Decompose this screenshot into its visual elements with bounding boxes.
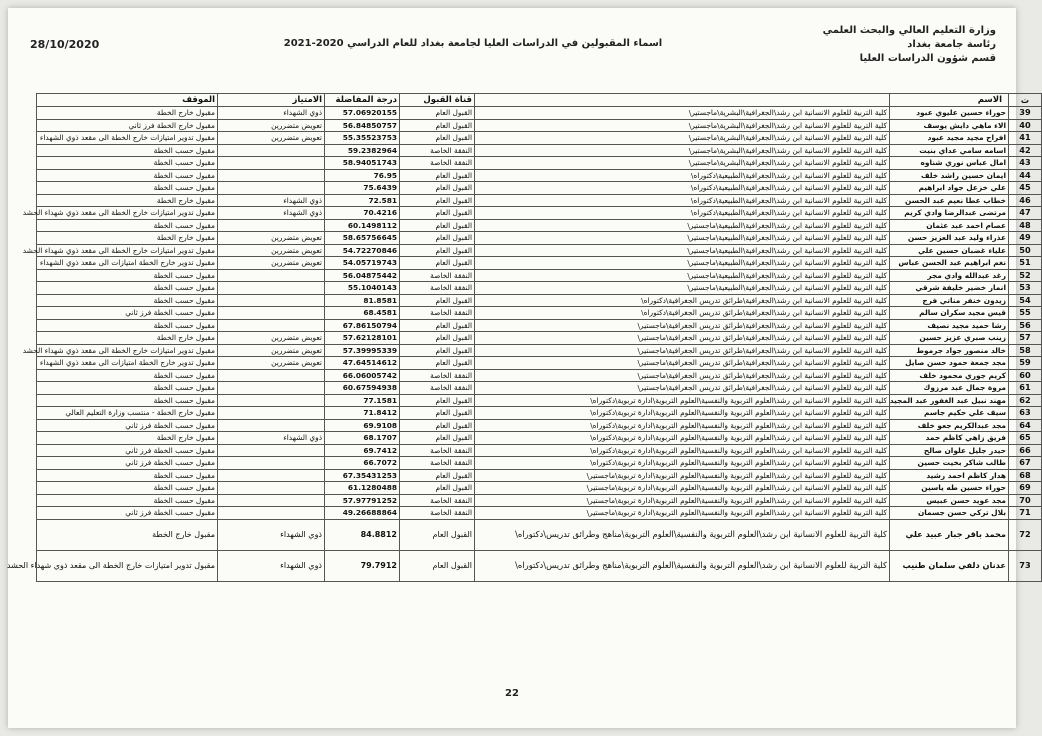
privilege-cell (218, 294, 325, 307)
table-row (37, 419, 1042, 432)
document-date: 28/10/2020 (30, 38, 100, 51)
admission-channel-cell: النفقة الخاصة (400, 507, 475, 520)
header-name: الاسم (890, 94, 1009, 107)
admission-status-cell: مقبول تدوير امتيازات خارج الخطة الى مقعد ذوي شهداء الحشد (37, 244, 218, 257)
row-number-cell: 45 (1009, 182, 1042, 195)
header-department (475, 94, 890, 107)
table-row (37, 194, 1042, 207)
department-path-cell: كلية التربية للعلوم الانسانية ابن رشد\الجغرافية\الطبيعية\ماجستير\ (475, 269, 890, 282)
row-number-cell: 73 (1009, 550, 1042, 581)
department-path-cell: كلية التربية للعلوم الانسانية ابن رشد\الجغرافية\طرائق تدريس الجغرافية\ماجستير\ (475, 369, 890, 382)
preference-score-cell: 71.8412 (325, 407, 400, 420)
admission-status-cell: مقبول حسب الخطة فرز ثاني (37, 419, 218, 432)
admission-status-cell: مقبول خارج الخطة (37, 332, 218, 345)
admission-channel-cell: القبول العام (400, 407, 475, 420)
page-number: 22 (505, 688, 519, 699)
table-row (37, 169, 1042, 182)
student-name-cell: طالب شاكر بخيت حسين (890, 457, 1009, 470)
row-number-cell: 57 (1009, 332, 1042, 345)
table-row (37, 182, 1042, 195)
admission-channel-cell: القبول العام (400, 194, 475, 207)
admission-status-cell: مقبول تدوير امتيازات خارج الخطة الى مقعد ذوي شهداء الحشد (37, 550, 218, 581)
preference-score-cell: 57.97791252 (325, 494, 400, 507)
department-path-cell: كلية التربية للعلوم الانسانية ابن رشد\الجغرافية\الطبيعية\دكتوراه\ (475, 169, 890, 182)
preference-score-cell: 67.35431253 (325, 469, 400, 482)
row-number-cell: 66 (1009, 444, 1042, 457)
preference-score-cell: 55.1040143 (325, 282, 400, 295)
preference-score-cell: 58.94051743 (325, 157, 400, 170)
document-title: اسماء المقبولين في الدراسات العليا لجامعة بغداد للعام الدراسي 2020-2021 (283, 38, 663, 49)
admission-channel-cell: القبول العام (400, 294, 475, 307)
row-number-cell: 70 (1009, 494, 1042, 507)
department-path-cell: كلية التربية للعلوم الانسانية ابن رشد\الجغرافية\الطبيعية\ماجستير\ (475, 257, 890, 270)
admission-channel-cell: القبول العام (400, 119, 475, 132)
privilege-cell (218, 182, 325, 195)
student-name-cell: سيف علي حكيم جاسم (890, 407, 1009, 420)
preference-score-cell: 54.05719743 (325, 257, 400, 270)
preference-score-cell: 66.7072 (325, 457, 400, 470)
department-path-cell: كلية التربية للعلوم الانسانية ابن رشد\الجغرافية\الطبيعية\دكتوراه\ (475, 182, 890, 195)
department-path-cell: كلية التربية للعلوم الانسانية ابن رشد\العلوم التربوية والنفسية\العلوم التربوية\ادارة تربوية\ماجستير\ (475, 507, 890, 520)
admission-channel-cell: القبول العام (400, 207, 475, 220)
preference-score-cell: 75.6439 (325, 182, 400, 195)
preference-score-cell: 84.8812 (325, 519, 400, 550)
department-path-cell: كلية التربية للعلوم الانسانية ابن رشد\الجغرافية\طرائق تدريس الجغرافية\ماجستير\ (475, 382, 890, 395)
student-name-cell: انمار خضير خليفة شرقي (890, 282, 1009, 295)
department-path-cell: كلية التربية للعلوم الانسانية ابن رشد\الجغرافية\الطبيعية\دكتوراه\ (475, 194, 890, 207)
student-name-cell: ايمان حسين راشد خلف (890, 169, 1009, 182)
preference-score-cell: 58.65756645 (325, 232, 400, 245)
privilege-cell: ذوي الشهداء (218, 194, 325, 207)
preference-score-cell: 69.9108 (325, 419, 400, 432)
document-page (6, 8, 1031, 728)
preference-score-cell: 56.84850757 (325, 119, 400, 132)
table-row (37, 407, 1042, 420)
row-number-cell: 42 (1009, 144, 1042, 157)
row-number-cell: 56 (1009, 319, 1042, 332)
admission-status-cell: مقبول خارج الخطة (37, 519, 218, 550)
row-number-cell: 62 (1009, 394, 1042, 407)
preference-score-cell: 57.06920155 (325, 107, 400, 120)
department-path-cell: كلية التربية للعلوم الانسانية ابن رشد\العلوم التربوية والنفسية\العلوم التربوية\ادارة تربوية\دكتوراه\ (475, 457, 890, 470)
admission-channel-cell: النفقة الخاصة (400, 157, 475, 170)
row-number-cell: 54 (1009, 294, 1042, 307)
admission-channel-cell: القبول العام (400, 107, 475, 120)
student-name-cell: عصام احمد عبد عثمان (890, 219, 1009, 232)
student-name-cell: زيدون خنفر مناتي فرج (890, 294, 1009, 307)
row-number-cell: 43 (1009, 157, 1042, 170)
table-row (37, 257, 1042, 270)
table-row (37, 332, 1042, 345)
table-body (6, 107, 1042, 582)
presidency-name: رئاسة جامعة بغداد (907, 39, 996, 50)
department-path-cell: كلية التربية للعلوم الانسانية ابن رشد\العلوم التربوية والنفسية\العلوم التربوية\ادارة تربوية\ماجستير\ (475, 494, 890, 507)
admission-status-cell: مقبول حسب الخطة (37, 157, 218, 170)
admission-channel-cell: النفقة الخاصة (400, 282, 475, 295)
preference-score-cell: 77.1581 (325, 394, 400, 407)
admission-status-cell: مقبول حسب الخطة (37, 469, 218, 482)
admission-status-cell: مقبول حسب الخطة (37, 382, 218, 395)
table-row (37, 307, 1042, 320)
privilege-cell (218, 469, 325, 482)
preference-score-cell: 81.8581 (325, 294, 400, 307)
admission-channel-cell: القبول العام (400, 482, 475, 495)
privilege-cell (218, 169, 325, 182)
admission-status-cell: مقبول حسب الخطة فرز ثاني (37, 444, 218, 457)
ministry-name: وزارة التعليم العالي والبحث العلمي (822, 25, 996, 36)
preference-score-cell: 79.7912 (325, 550, 400, 581)
admission-status-cell: مقبول حسب الخطة (37, 482, 218, 495)
table-row (37, 269, 1042, 282)
admission-status-cell: مقبول حسب الخطة (37, 319, 218, 332)
department-path-cell: كلية التربية للعلوم الانسانية ابن رشد\الجغرافية\الطبيعية\ماجستير\ (475, 232, 890, 245)
admission-channel-cell: القبول العام (400, 182, 475, 195)
table-row (37, 519, 1042, 550)
row-number-cell: 65 (1009, 432, 1042, 445)
table-row (37, 294, 1042, 307)
admission-status-cell: مقبول تدوير امتيازات خارج الخطة الى مقعد ذوي الشهداء (37, 132, 218, 145)
preference-score-cell: 70.4216 (325, 207, 400, 220)
table-row (37, 144, 1042, 157)
privilege-cell: تعويض متضررين (218, 232, 325, 245)
privilege-cell (218, 444, 325, 457)
row-number-cell: 44 (1009, 169, 1042, 182)
row-number-cell: 51 (1009, 257, 1042, 270)
row-number-cell: 53 (1009, 282, 1042, 295)
privilege-cell: ذوي الشهداء (218, 107, 325, 120)
admission-channel-cell: النفقة الخاصة (400, 307, 475, 320)
admission-status-cell: مقبول خارج الخطة (37, 232, 218, 245)
department-path-cell: كلية التربية للعلوم الانسانية ابن رشد\الجغرافية\البشرية\ماجستير\ (475, 132, 890, 145)
preference-score-cell: 47.64514612 (325, 357, 400, 370)
table-row (37, 550, 1042, 581)
department-path-cell: كلية التربية للعلوم الانسانية ابن رشد\العلوم التربوية والنفسية\العلوم التربوية\ادارة تربوية\ماجستير\ (475, 469, 890, 482)
preference-score-cell: 60.67594938 (325, 382, 400, 395)
department-path-cell: كلية التربية للعلوم الانسانية ابن رشد\الجغرافية\البشرية\ماجستير\ (475, 107, 890, 120)
admission-channel-cell: النفقة الخاصة (400, 382, 475, 395)
admission-channel-cell: القبول العام (400, 432, 475, 445)
table-row (37, 432, 1042, 445)
student-name-cell: خطاب عطا نعيم عبد الحسن (890, 194, 1009, 207)
department-path-cell: كلية التربية للعلوم الانسانية ابن رشد\العلوم التربوية والنفسية\العلوم التربوية\ادارة تربوية\ماجستير\ (475, 482, 890, 495)
row-number-cell: 49 (1009, 232, 1042, 245)
department-path-cell: كلية التربية للعلوم الانسانية ابن رشد\العلوم التربوية والنفسية\العلوم التربوية\ادارة تربوية\دكتوراه\ (475, 419, 890, 432)
student-name-cell: كريم جوري محمود خلف (890, 369, 1009, 382)
admission-status-cell: مقبول حسب الخطة (37, 169, 218, 182)
student-name-cell: علياء غضبان حسين علي (890, 244, 1009, 257)
privilege-cell (218, 494, 325, 507)
privilege-cell (218, 407, 325, 420)
table-row (37, 382, 1042, 395)
department-path-cell: كلية التربية للعلوم الانسانية ابن رشد\الجغرافية\طرائق تدريس الجغرافية\ماجستير\ (475, 332, 890, 345)
admission-status-cell: مقبول خارج الخطة (37, 194, 218, 207)
admission-status-cell: مقبول حسب الخطة (37, 144, 218, 157)
admission-channel-cell: القبول العام (400, 232, 475, 245)
admission-channel-cell: القبول العام (400, 169, 475, 182)
row-number-cell: 50 (1009, 244, 1042, 257)
admission-status-cell: مقبول حسب الخطة (37, 494, 218, 507)
table-row (37, 357, 1042, 370)
student-name-cell: نغم ابراهيم عبد الحسن عباس (890, 257, 1009, 270)
admission-status-cell: مقبول حسب الخطة فرز ثاني (37, 507, 218, 520)
preference-score-cell: 49.26688864 (325, 507, 400, 520)
row-number-cell: 71 (1009, 507, 1042, 520)
department-path-cell: كلية التربية للعلوم الانسانية ابن رشد\الجغرافية\طرائق تدريس الجغرافية\دكتوراه\ (475, 294, 890, 307)
header-position: الموقف (37, 94, 218, 107)
admission-channel-cell: القبول العام (400, 550, 475, 581)
department-path-cell: كلية التربية للعلوم الانسانية ابن رشد\الجغرافية\البشرية\ماجستير\ (475, 144, 890, 157)
department-path-cell: كلية التربية للعلوم الانسانية ابن رشد\الجغرافية\الطبيعية\ماجستير\ (475, 282, 890, 295)
privilege-cell (218, 282, 325, 295)
row-number-cell: 60 (1009, 369, 1042, 382)
department-path-cell: كلية التربية للعلوم الانسانية ابن رشد\الجغرافية\طرائق تدريس الجغرافية\دكتوراه\ (475, 307, 890, 320)
table-row (37, 482, 1042, 495)
admission-status-cell: مقبول حسب الخطة (37, 282, 218, 295)
privilege-cell (218, 507, 325, 520)
student-name-cell: مجد عبدالكريم جعو خلف (890, 419, 1009, 432)
header-score: درجة المفاضلة (325, 94, 400, 107)
department-name: قسم شؤون الدراسات العليا (859, 53, 996, 64)
privilege-cell: ذوي الشهداء (218, 519, 325, 550)
admission-status-cell: مقبول خارج الخطة فرز ثاني (37, 119, 218, 132)
admission-status-cell: مقبول خارج الخطة (37, 432, 218, 445)
table-row (37, 282, 1042, 295)
admission-status-cell: مقبول حسب الخطة (37, 394, 218, 407)
table-row (37, 469, 1042, 482)
admission-status-cell: مقبول خارج الخطة - منتسب وزارة التعليم العالي (37, 407, 218, 420)
privilege-cell (218, 382, 325, 395)
preference-score-cell: 61.1280488 (325, 482, 400, 495)
admission-channel-cell: القبول العام (400, 344, 475, 357)
admission-channel-cell: النفقة الخاصة (400, 144, 475, 157)
department-path-cell: كلية التربية للعلوم الانسانية ابن رشد\الجغرافية\طرائق تدريس الجغرافية\ماجستير\ (475, 319, 890, 332)
table-header-row (37, 94, 1042, 107)
row-number-cell: 64 (1009, 419, 1042, 432)
student-name-cell: فريق زاهي كاظم حمد (890, 432, 1009, 445)
preference-score-cell: 72.581 (325, 194, 400, 207)
admission-channel-cell: القبول العام (400, 519, 475, 550)
row-number-cell: 48 (1009, 219, 1042, 232)
table-row (37, 394, 1042, 407)
privilege-cell (218, 144, 325, 157)
privilege-cell (218, 319, 325, 332)
preference-score-cell: 60.1498112 (325, 219, 400, 232)
student-name-cell: اسامه سامي عداي بنيت (890, 144, 1009, 157)
issuer-block (796, 24, 996, 66)
admission-channel-cell: النفقة الخاصة (400, 269, 475, 282)
table-row (37, 494, 1042, 507)
privilege-cell: تعويض متضررين (218, 257, 325, 270)
student-name-cell: الاء ماهي دايش يوسف (890, 119, 1009, 132)
privilege-cell: تعويض متضررين (218, 244, 325, 257)
admission-status-cell: مقبول حسب الخطة (37, 269, 218, 282)
privilege-cell: تعويض متضررين (218, 357, 325, 370)
admission-status-cell: مقبول حسب الخطة (37, 294, 218, 307)
admission-channel-cell: القبول العام (400, 219, 475, 232)
admission-channel-cell: النفقة الخاصة (400, 494, 475, 507)
preference-score-cell: 68.1707 (325, 432, 400, 445)
table-row (37, 207, 1042, 220)
table-row (37, 507, 1042, 520)
student-name-cell: امال عباس نوري شناوه (890, 157, 1009, 170)
row-number-cell: 52 (1009, 269, 1042, 282)
student-name-cell: بلال تركي حسن جسمان (890, 507, 1009, 520)
privilege-cell (218, 269, 325, 282)
row-number-cell: 59 (1009, 357, 1042, 370)
row-number-cell: 55 (1009, 307, 1042, 320)
admission-status-cell: مقبول تدوير امتيازات خارج الخطة الى مقعد ذوي شهداء الحشد (37, 344, 218, 357)
admission-status-cell: مقبول حسب الخطة فرز ثاني (37, 307, 218, 320)
department-path-cell: كلية التربية للعلوم الانسانية ابن رشد\العلوم التربوية والنفسية\العلوم التربوية\ادارة تربوية\دكتوراه\ (475, 432, 890, 445)
department-path-cell: كلية التربية للعلوم الانسانية ابن رشد\العلوم التربوية والنفسية\العلوم التربوية\ادارة تربوية\دكتوراه\ (475, 394, 890, 407)
table-row (37, 244, 1042, 257)
table-row (37, 319, 1042, 332)
table-row (37, 132, 1042, 145)
privilege-cell: ذوي الشهداء (218, 432, 325, 445)
student-name-cell: رشا حميد مجيد نصيف (890, 319, 1009, 332)
admission-channel-cell: القبول العام (400, 132, 475, 145)
admission-channel-cell: القبول العام (400, 257, 475, 270)
preference-score-cell: 69.7412 (325, 444, 400, 457)
table-row (37, 107, 1042, 120)
admission-channel-cell: القبول العام (400, 419, 475, 432)
row-number-cell: 63 (1009, 407, 1042, 420)
admission-channel-cell: النفقة الخاصة (400, 369, 475, 382)
student-name-cell: علي خزعل جواد ابراهيم (890, 182, 1009, 195)
header-channel: قناة القبول (400, 94, 475, 107)
table-row (37, 457, 1042, 470)
privilege-cell (218, 157, 325, 170)
table-row (37, 369, 1042, 382)
student-name-cell: زينب صبري عزيز حسين (890, 332, 1009, 345)
header-privilege: الامتياز (218, 94, 325, 107)
row-number-cell: 47 (1009, 207, 1042, 220)
student-name-cell: حوراء حسين طه ياسين (890, 482, 1009, 495)
student-name-cell: عدنان دلفي سلمان طنيب (890, 550, 1009, 581)
table-row (37, 444, 1042, 457)
admission-channel-cell: النفقة الخاصة (400, 457, 475, 470)
student-name-cell: افراح مجيد مجيد عبود (890, 132, 1009, 145)
row-number-cell: 61 (1009, 382, 1042, 395)
table-row (37, 157, 1042, 170)
department-path-cell: كلية التربية للعلوم الانسانية ابن رشد\العلوم التربوية والنفسية\العلوم التربوية\مناهج وطرائق تدريس\دكتوراه\ (475, 550, 890, 581)
student-name-cell: مجد عويد حسن عبيس (890, 494, 1009, 507)
preference-score-cell: 55.35523753 (325, 132, 400, 145)
row-number-cell: 41 (1009, 132, 1042, 145)
header-number: ت (1009, 94, 1042, 107)
row-number-cell: 40 (1009, 119, 1042, 132)
admission-channel-cell: القبول العام (400, 332, 475, 345)
table-row (37, 119, 1042, 132)
admission-channel-cell: النفقة الخاصة (400, 444, 475, 457)
admission-channel-cell: القبول العام (400, 319, 475, 332)
privilege-cell (218, 307, 325, 320)
row-number-cell: 58 (1009, 344, 1042, 357)
student-name-cell: مهند نبيل عبد الغفور عبد المجيد (890, 394, 1009, 407)
preference-score-cell: 57.62128101 (325, 332, 400, 345)
preference-score-cell: 67.86150794 (325, 319, 400, 332)
preference-score-cell: 59.2382964 (325, 144, 400, 157)
student-name-cell: رغد عبدالله وادي مجر (890, 269, 1009, 282)
privilege-cell: ذوي الشهداء (218, 207, 325, 220)
department-path-cell: كلية التربية للعلوم الانسانية ابن رشد\الجغرافية\طرائق تدريس الجغرافية\ماجستير\ (475, 357, 890, 370)
student-name-cell: حوراء حسين عليوي عبود (890, 107, 1009, 120)
row-number-cell: 39 (1009, 107, 1042, 120)
admission-status-cell: مقبول تدوير امتيازات خارج الخطة الى مقعد ذوي شهداء الحشد (37, 207, 218, 220)
admission-channel-cell: القبول العام (400, 469, 475, 482)
privilege-cell (218, 457, 325, 470)
admission-status-cell: مقبول تدوير خارج الخطة امتيازات الى مقعد ذوي الشهداء (37, 357, 218, 370)
department-path-cell: كلية التربية للعلوم الانسانية ابن رشد\الجغرافية\طرائق تدريس الجغرافية\ماجستير\ (475, 344, 890, 357)
department-path-cell: كلية التربية للعلوم الانسانية ابن رشد\الجغرافية\البشرية\ماجستير\ (475, 157, 890, 170)
row-number-cell: 69 (1009, 482, 1042, 495)
row-number-cell: 67 (1009, 457, 1042, 470)
privilege-cell: تعويض متضررين (218, 132, 325, 145)
admissions-table (6, 93, 1042, 582)
privilege-cell (218, 482, 325, 495)
privilege-cell: تعويض متضررين (218, 332, 325, 345)
student-name-cell: هدار كاظم احمد رشيد (890, 469, 1009, 482)
admission-status-cell: مقبول حسب الخطة فرز ثاني (37, 457, 218, 470)
department-path-cell: كلية التربية للعلوم الانسانية ابن رشد\الجغرافية\الطبيعية\ماجستير\ (475, 244, 890, 257)
privilege-cell (218, 394, 325, 407)
preference-score-cell: 68.4581 (325, 307, 400, 320)
department-path-cell: كلية التربية للعلوم الانسانية ابن رشد\العلوم التربوية والنفسية\العلوم التربوية\ادارة تربوية\دكتوراه\ (475, 444, 890, 457)
privilege-cell (218, 419, 325, 432)
department-path-cell: كلية التربية للعلوم الانسانية ابن رشد\الجغرافية\الطبيعية\دكتوراه\ (475, 207, 890, 220)
student-name-cell: عذراء وليد عبد العزيز حسن (890, 232, 1009, 245)
admission-channel-cell: القبول العام (400, 394, 475, 407)
table-row (37, 344, 1042, 357)
student-name-cell: قيس مجيد سكران سالم (890, 307, 1009, 320)
privilege-cell: تعويض متضررين (218, 344, 325, 357)
student-name-cell: مجد جمعة حمود حسن صايل (890, 357, 1009, 370)
student-name-cell: مروة جمال عبد مرزوك (890, 382, 1009, 395)
row-number-cell: 68 (1009, 469, 1042, 482)
department-path-cell: كلية التربية للعلوم الانسانية ابن رشد\الجغرافية\الطبيعية\ماجستير\ (475, 219, 890, 232)
student-name-cell: مرتضى عبدالرضا وادي كريم (890, 207, 1009, 220)
admission-status-cell: مقبول حسب الخطة (37, 182, 218, 195)
privilege-cell (218, 219, 325, 232)
preference-score-cell: 54.72270846 (325, 244, 400, 257)
preference-score-cell: 57.39995339 (325, 344, 400, 357)
admission-status-cell: مقبول حسب الخطة (37, 219, 218, 232)
admission-status-cell: مقبول حسب الخطة (37, 369, 218, 382)
preference-score-cell: 56.04875442 (325, 269, 400, 282)
table-row (37, 232, 1042, 245)
preference-score-cell: 76.95 (325, 169, 400, 182)
student-name-cell: حيدر جليل علوان صالح (890, 444, 1009, 457)
department-path-cell: كلية التربية للعلوم الانسانية ابن رشد\العلوم التربوية والنفسية\العلوم التربوية\مناهج وطرائق تدريس\دكتوراه\ (475, 519, 890, 550)
row-number-cell: 46 (1009, 194, 1042, 207)
row-number-cell: 72 (1009, 519, 1042, 550)
preference-score-cell: 66.06005742 (325, 369, 400, 382)
admission-status-cell: مقبول تدوير خارج الخطة امتيازات الى مقعد ذوي الشهداء (37, 257, 218, 270)
student-name-cell: محمد باقر جبار عبيد علي (890, 519, 1009, 550)
admission-channel-cell: القبول العام (400, 244, 475, 257)
department-path-cell: كلية التربية للعلوم الانسانية ابن رشد\الجغرافية\البشرية\ماجستير\ (475, 119, 890, 132)
admission-channel-cell: القبول العام (400, 357, 475, 370)
privilege-cell: تعويض متضررين (218, 119, 325, 132)
privilege-cell (218, 369, 325, 382)
privilege-cell: ذوي الشهداء (218, 550, 325, 581)
department-path-cell: كلية التربية للعلوم الانسانية ابن رشد\العلوم التربوية والنفسية\العلوم التربوية\ادارة تربوية\دكتوراه\ (475, 407, 890, 420)
admission-status-cell: مقبول خارج الخطة (37, 107, 218, 120)
student-name-cell: خالد منصور جواد جرموط (890, 344, 1009, 357)
table-row (37, 219, 1042, 232)
